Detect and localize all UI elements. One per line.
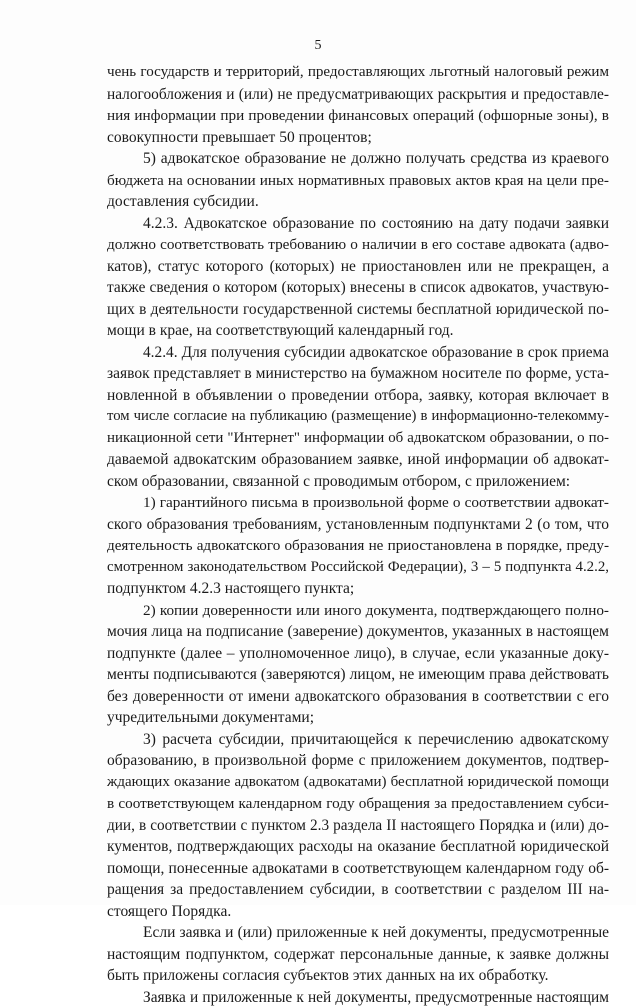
- text-line: учредительными документами;: [107, 707, 609, 729]
- text-line: 3) расчета субсидии, причитающейся к перечислению адвокатскому: [107, 729, 609, 751]
- text-line: должно соответствовать требованию о наличии в его составе адвоката (адво-: [107, 234, 609, 256]
- text-line: без доверенности от имени адвокатского образования в соответствии с его: [107, 686, 609, 708]
- text-line: 4.2.4. Для получения субсидии адвокатское образование в срок приема: [107, 342, 609, 364]
- text-line: 1) гарантийного письма в произвольной форме о соответствии адвокат-: [107, 492, 609, 514]
- text-line: деятельность адвокатского образования не приостановлена в порядке, преду-: [107, 535, 609, 557]
- text-line: доставления субсидии.: [107, 191, 609, 213]
- text-line: совокупности превышает 50 процентов;: [107, 127, 609, 149]
- text-line: мощи в крае, на соответствующий календарный год.: [107, 320, 609, 342]
- text-line: ском образовании, связанной с проводимым отбором, с приложением:: [107, 471, 609, 493]
- text-line: ращения за предоставлением субсидии, в соответствии с разделом III на-: [107, 879, 609, 901]
- text-line: щих в деятельности государственной системы бесплатной юридической по-: [107, 299, 609, 321]
- text-line: чень государств и территорий, предоставляющих льготный налоговый режим: [107, 62, 609, 84]
- text-line: кументов, подтверждающих расходы на оказание бесплатной юридической: [107, 836, 609, 858]
- text-line: 4.2.3. Адвокатское образование по состоянию на дату подачи заявки: [107, 213, 609, 235]
- text-line: налогообложения и (или) не предусматривающих раскрытия и предоставле-: [107, 84, 609, 106]
- text-line: дии, в соответствии с пунктом 2.3 раздела II настоящего Порядка и (или) до-: [107, 815, 609, 837]
- text-line: бюджета на основании иных нормативных правовых актов края на цели пре-: [107, 170, 609, 192]
- text-line: даваемой адвокатским образованием заявке, иной информации об адвокат-: [107, 449, 609, 471]
- text-line: помощи, понесенные адвокатами в соответствующем календарном году об-: [107, 858, 609, 880]
- text-line: Если заявка и (или) приложенные к ней документы, предусмотренные: [107, 922, 609, 944]
- text-line: ждающих оказание адвокатом (адвокатами) бесплатной юридической помощи: [107, 772, 609, 794]
- text-line: никационной сети "Интернет" информации об адвокатском образовании, о по-: [107, 428, 609, 450]
- text-line: катов), статус которого (которых) не приостановлен или не прекращен, а: [107, 256, 609, 278]
- text-line: 2) копии доверенности или иного документа, подтверждающего полно-: [107, 600, 609, 622]
- text-line: менты подписываются (заверяются) лицом, не имеющим права действовать: [107, 664, 609, 686]
- text-line: подпунктом 4.2.3 настоящего пункта;: [107, 578, 609, 600]
- text-line: смотренном законодательством Российской Федерации), 3 – 5 подпункта 4.2.2,: [107, 557, 609, 579]
- text-line: 5) адвокатское образование не должно получать средства из краевого: [107, 148, 609, 170]
- text-line: подпункте (далее – уполномоченное лицо), в случае, если указанные доку-: [107, 643, 609, 665]
- text-line: стоящего Порядка.: [107, 901, 609, 923]
- page-number: 5: [0, 38, 636, 54]
- text-line: новленной в объявлении о проведении отбора, заявку, которая включает в: [107, 385, 609, 407]
- text-line: Заявка и приложенные к ней документы, предусмотренные настоящим: [107, 987, 609, 1008]
- text-line: ния информации при проведении финансовых операций (офшорные зоны), в: [107, 105, 609, 127]
- text-line: образованию, в произвольной форме с приложением документов, подтвер-: [107, 750, 609, 772]
- text-line: настоящим подпунктом, содержат персональные данные, к заявке должны: [107, 944, 609, 966]
- body-text: [107, 62, 609, 1008]
- text-line: заявок представляет в министерство на бумажном носителе по форме, уста-: [107, 363, 609, 385]
- text-line: том числе согласие на публикацию (размещение) в информационно-телекомму-: [107, 406, 609, 428]
- text-line: в соответствующем календарном году обращения за предоставлением субси-: [107, 793, 609, 815]
- text-line: быть приложены согласия субъектов этих данных на их обработку.: [107, 965, 609, 987]
- text-line: также сведения о котором (которых) внесены в список адвокатов, участвую-: [107, 277, 609, 299]
- text-line: ского образования требованиям, установленным подпунктами 2 (о том, что: [107, 514, 609, 536]
- text-line: мочия лица на подписание (заверение) документов, указанных в настоящем: [107, 621, 609, 643]
